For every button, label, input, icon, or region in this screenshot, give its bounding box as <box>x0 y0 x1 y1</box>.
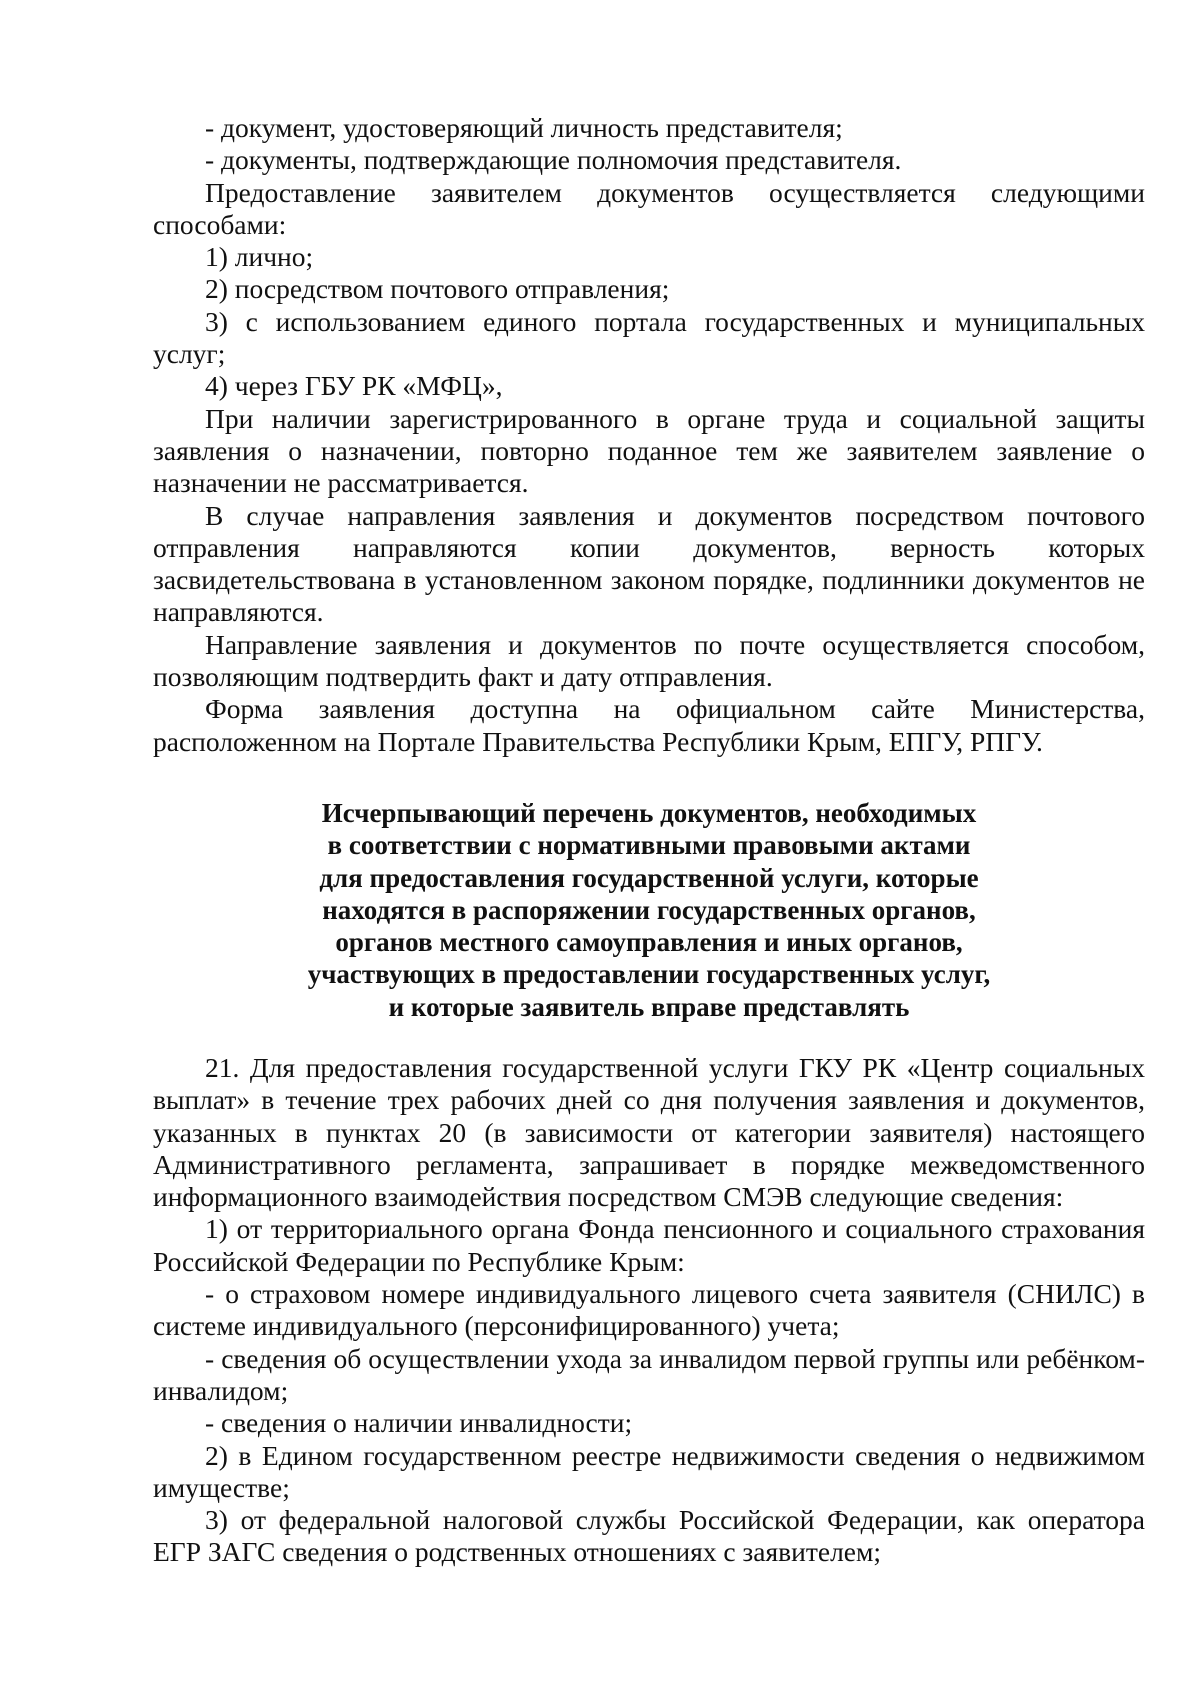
list-item-tax-service: 3) от федеральной налоговой службы Российской Федерации, как оператора ЕГР ЗАГС сведения о родственных отношениях с заявителем; <box>153 1504 1145 1568</box>
heading-line: в соответствии с нормативными правовыми актами <box>327 830 971 861</box>
list-item-snils: - о страховом номере индивидуального лицевого счета заявителя (СНИЛС) в системе индивидуального (персонифицированного) учета; <box>153 1278 1145 1342</box>
paragraph-clause-21: 21. Для предоставления государственной услуги ГКУ РК «Центр социальных выплат» в течение трех рабочих дней со дня получения заявления и документов, указанных в пунктах 20 (в зависимости от категории заявителя) настоящего Административного регламента, запрашивает в порядке межведомственного информационного взаимодействия посредством СМЭВ следующие сведения: <box>153 1052 1145 1213</box>
list-item-unified-portal: 3) с использованием единого портала государственных и муниципальных услуг; <box>153 305 1145 370</box>
top-text-block <box>153 112 1145 758</box>
heading-line: и которые заявитель вправе представлять <box>388 991 910 1022</box>
list-item-pension-fund: 1) от территориального органа Фонда пенсионного и социального страхования Российской Федерации по Республике Крым: <box>153 1213 1145 1277</box>
list-item-in-person: 1) лично; <box>205 241 314 273</box>
heading-line: находятся в распоряжении государственных органов, <box>322 894 976 925</box>
list-item-disability-info: - сведения о наличии инвалидности; <box>205 1407 633 1439</box>
section-heading <box>153 797 1145 1023</box>
list-item-by-post: 2) посредством почтового отправления; <box>205 273 670 305</box>
list-item-care-info: - сведения об осуществлении ухода за инвалидом первой группы или ребёнком-инвалидом; <box>153 1342 1145 1406</box>
bottom-text-block <box>153 1052 1145 1569</box>
paragraph-representative-id: - документ, удостоверяющий личность представителя; <box>205 112 843 143</box>
paragraph-form-availability: Форма заявления доступна на официальном сайте Министерства, расположенном на Портале Правительства Республики Крым, ЕПГУ, РПГУ. <box>153 693 1145 757</box>
paragraph-repeat-application: При наличии зарегистрированного в органе труда и социальной защиты заявления о назначении, повторно поданное тем же заявителем заявление о назначении не рассматривается. <box>153 402 1145 499</box>
list-item-real-estate: 2) в Едином государственном реестре недвижимости сведения о недвижимом имуществе; <box>153 1439 1145 1503</box>
heading-line: Исчерпывающий перечень документов, необходимых <box>321 798 977 828</box>
heading-line: органов местного самоуправления и иных органов, <box>335 927 963 958</box>
heading-line: участвующих в предоставлении государственных услуг, <box>307 959 991 990</box>
paragraph-postal-copies: В случае направления заявления и документов посредством почтового отправления направляются копии документов, верность которых засвидетельствована в установленном законом порядке, подлинники документов не направляются. <box>153 499 1145 628</box>
paragraph-submission-methods: Предоставление заявителем документов осуществляется следующими способами: <box>153 176 1145 240</box>
heading-line: для предоставления государственной услуги, которые <box>319 862 979 893</box>
list-item-mfc: 4) через ГБУ РК «МФЦ», <box>205 370 503 402</box>
paragraph-postal-method: Направление заявления и документов по почте осуществляется способом, позволяющим подтвердить факт и дату отправления. <box>153 628 1145 693</box>
paragraph-representative-authority: - документы, подтверждающие полномочия представителя. <box>205 144 902 176</box>
